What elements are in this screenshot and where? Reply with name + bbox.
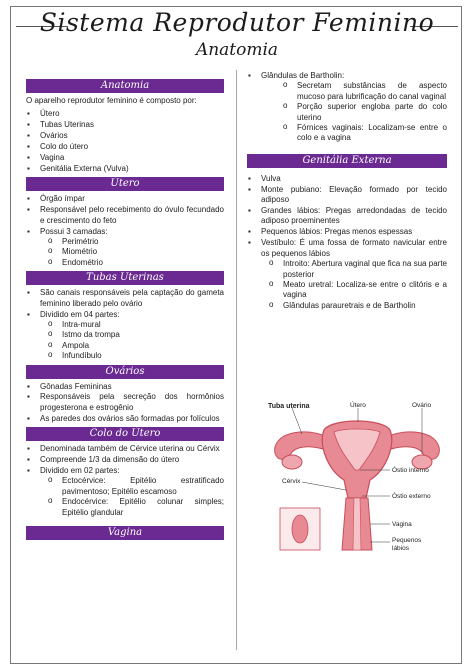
list-item: ▪ Compreende 1/3 da dimensão do útero	[26, 455, 224, 465]
list-item: ▪ As paredes dos ovários são formadas por folículos	[26, 414, 224, 424]
label-labios: lábios	[392, 545, 409, 552]
list-item: ▪ Gônadas Femininas	[26, 382, 224, 392]
label-ostio-interno: Óstio interno	[392, 467, 429, 474]
list-utero	[26, 194, 224, 268]
list-item: ▪ Ovários	[26, 131, 224, 141]
sublist-item: o Introito: Abertura vaginal que fica na sua parte posterior	[269, 259, 447, 280]
uterus-illustration	[262, 400, 452, 560]
list-item: ▪ Responsáveis pela secreção dos hormônios progesterona e estrogênio	[26, 392, 224, 413]
list-item: ▪ São canais responsáveis pela captação do gameta feminino liberado pelo ovário	[26, 288, 224, 309]
sublist-item: o Infundíbulo	[48, 351, 224, 361]
list-item-text: Vestíbulo: É uma fossa de formato navicular entre os pequenos lábios	[261, 238, 447, 258]
list-item	[26, 466, 224, 518]
sublist-partes	[48, 320, 224, 362]
heading-vagina: Vagina	[26, 526, 224, 540]
sublist-colo	[48, 476, 224, 518]
sublist-camadas	[48, 237, 224, 268]
list-item: ▪ Colo do útero	[26, 142, 224, 152]
sublist-item: o Secretam substâncias de aspecto mucoso para lubrificação do canal vaginal	[283, 81, 447, 102]
sublist-item: o Endocérvice: Epitélio colunar simples; Epitélio glandular	[48, 497, 224, 518]
list-item: ▪ Útero	[26, 109, 224, 119]
leader-line	[292, 408, 302, 434]
label-ovario: Ovário	[412, 402, 432, 409]
heading-utero: Útero	[26, 177, 224, 191]
sublist-item: o Perimétrio	[48, 237, 224, 247]
list-item	[247, 71, 447, 144]
label-utero: Útero	[350, 402, 366, 409]
label-pequenos: Pequenos	[392, 537, 422, 544]
list-item: ▪ Vagina	[26, 153, 224, 163]
list-item-text: Possui 3 camadas:	[40, 226, 108, 236]
list-anatomia	[26, 109, 224, 174]
list-item: ▪ Tubas Uterinas	[26, 120, 224, 130]
label-tuba: Tuba uterina	[268, 403, 310, 410]
sublist-item: o Ampola	[48, 341, 224, 351]
list-item	[26, 227, 224, 269]
list-item-text: Glândulas de Bartholin:	[261, 71, 345, 80]
heading-colo: Colo do Útero	[26, 427, 224, 441]
list-colo	[26, 444, 224, 518]
leader-line	[302, 482, 346, 490]
list-ovarios	[26, 382, 224, 425]
list-item: ▪ Pequenos lábios: Pregas menos espessas	[247, 227, 447, 237]
heading-ovarios: Ovários	[26, 365, 224, 379]
column-divider	[236, 70, 237, 650]
vaginal-canal-shape	[353, 498, 361, 550]
sublist-vestibulo	[269, 259, 447, 311]
uterus-diagram	[262, 400, 452, 560]
list-item-text: Dividido em 04 partes:	[40, 309, 120, 319]
sublist-item: o Fórnices vaginais: Localizam-se entre o colo e a vagina	[283, 123, 447, 144]
list-item: ▪ Monte pubiano: Elevação formado por tecido adiposo	[247, 185, 447, 206]
sublist-bartholin	[283, 81, 447, 143]
sublist-item: o Meato uretral: Localiza-se entre o clitóris e a vagina	[269, 280, 447, 301]
section-ovarios	[26, 365, 224, 425]
page-subtitle: Anatomia	[195, 40, 279, 60]
sublist-item: o Endométrio	[48, 258, 224, 268]
list-item	[247, 238, 447, 311]
left-ovary-shape	[282, 455, 302, 469]
list-item: ▪ Órgão ímpar	[26, 194, 224, 204]
list-bartholin	[247, 71, 447, 144]
list-item	[26, 310, 224, 362]
section-utero	[26, 177, 224, 268]
sublist-item: o Intra-mural	[48, 320, 224, 330]
right-column	[247, 71, 447, 314]
section-anatomia	[26, 79, 224, 174]
list-item-text: Dividido em 02 partes:	[40, 465, 120, 475]
left-column	[26, 79, 224, 543]
sublist-item: o Glândulas parauretrais e de Bartholin	[269, 301, 447, 311]
sublist-item: o Miométrio	[48, 247, 224, 257]
page-title: Sistema Reprodutor Feminino	[39, 8, 435, 37]
list-item: ▪ Vulva	[247, 174, 447, 184]
vulva-inset-shape	[292, 515, 308, 543]
section-colo	[26, 427, 224, 518]
section-tubas	[26, 271, 224, 361]
sublist-item: o Porção superior engloba parte do colo uterino	[283, 102, 447, 123]
section-genitalia	[247, 154, 447, 311]
list-item: ▪ Grandes lábios: Pregas arredondadas de tecido adiposo proeminentes	[247, 206, 447, 227]
list-item: ▪ Genitália Externa (Vulva)	[26, 164, 224, 174]
sublist-item: o Ectocérvice: Epitélio estratificado pavimentoso; Epitélio escamoso	[48, 476, 224, 497]
label-ostio-externo: Óstio externo	[392, 493, 431, 500]
label-vagina: Vagina	[392, 521, 412, 528]
label-cervix: Cérvix	[282, 478, 301, 485]
section-vagina	[26, 526, 224, 540]
list-genitalia	[247, 174, 447, 311]
list-item: ▪ Responsável pelo recebimento do óvulo fecundado e crescimento do feto	[26, 205, 224, 226]
list-tubas	[26, 288, 224, 361]
heading-tubas: Tubas Uterinas	[26, 271, 224, 285]
list-item: ▪ Denominada também de Cérvice uterina ou Cérvix	[26, 444, 224, 454]
heading-genitalia: Genitália Externa	[247, 154, 447, 168]
heading-anatomia: Anatomia	[26, 79, 224, 93]
sublist-item: o Istmo da trompa	[48, 330, 224, 340]
intro-text: O aparelho reprodutor feminino é composto por:	[26, 96, 197, 105]
